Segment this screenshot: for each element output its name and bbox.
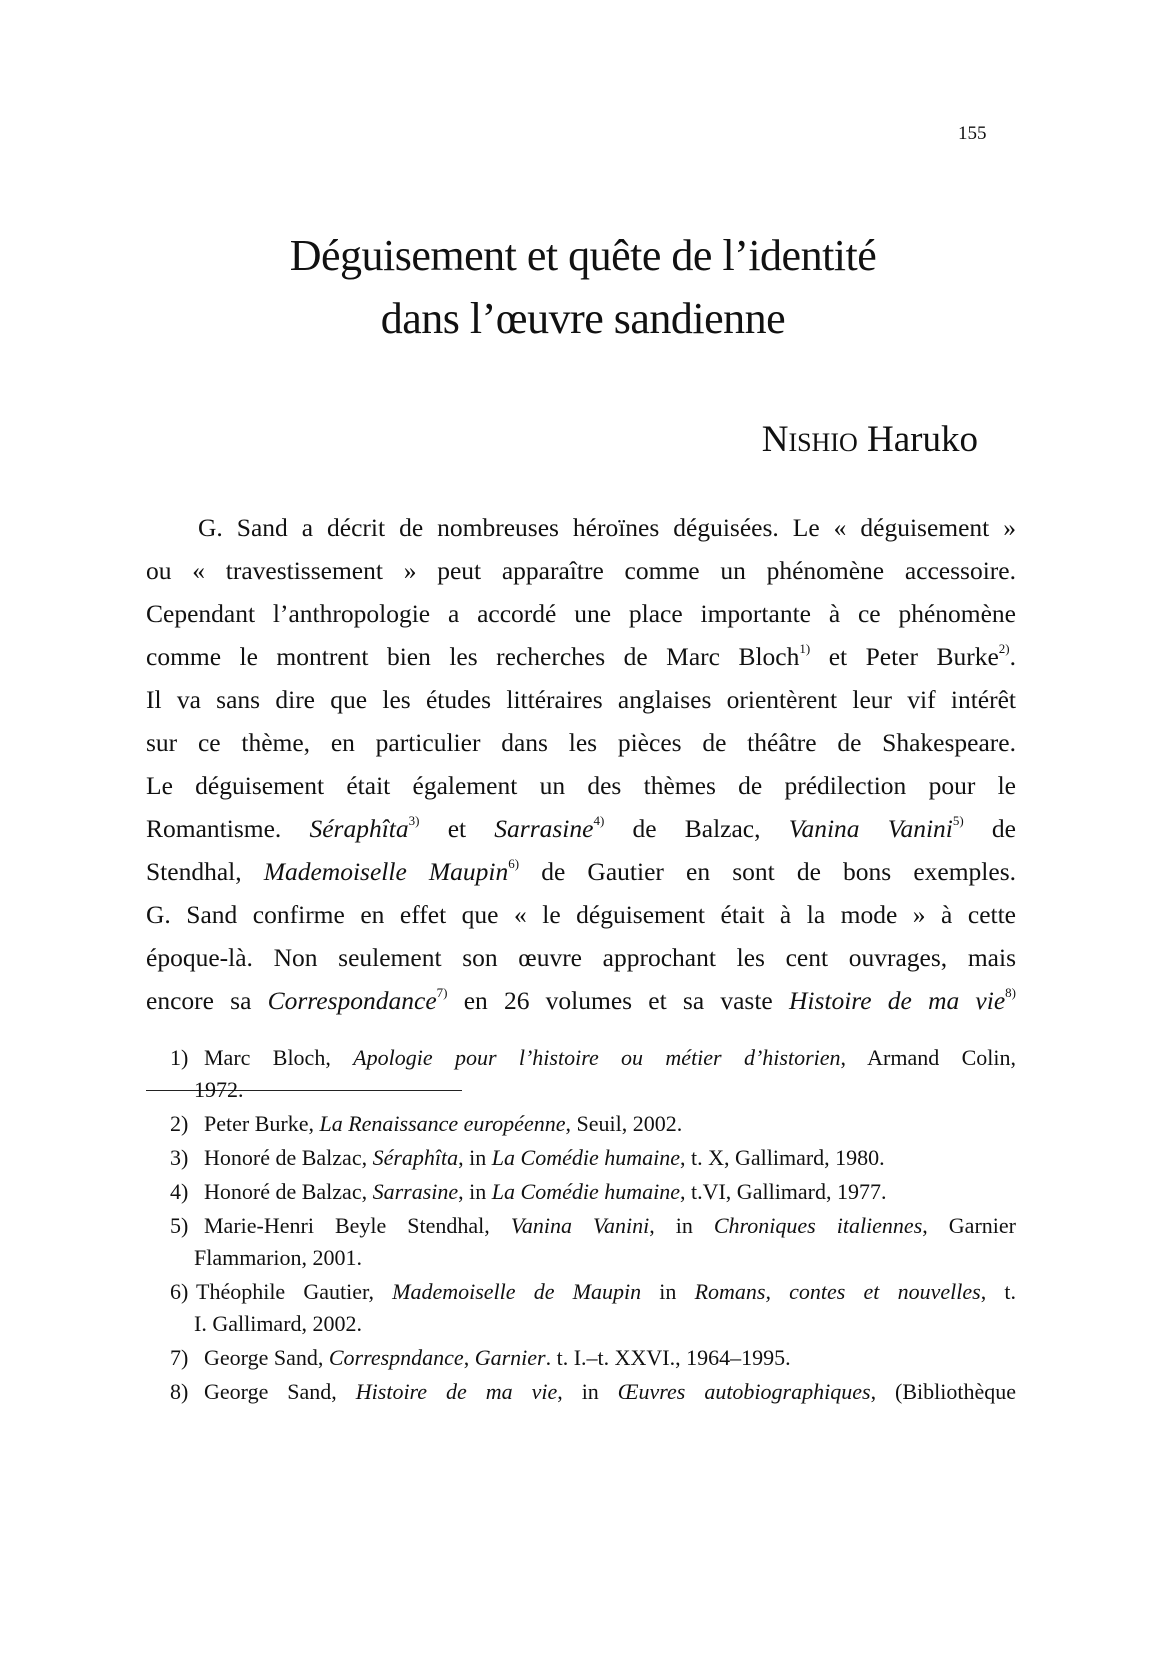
- footnote-collection-title: La Comédie humaine: [491, 1145, 680, 1170]
- body-line: Cependant l’anthropologie a accordé une place importante à ce phénomène: [146, 599, 1016, 628]
- body-text: .: [1009, 642, 1016, 671]
- footnote-8: [170, 1378, 1016, 1406]
- footnote-2: [170, 1110, 1016, 1138]
- body-line: [146, 985, 1016, 1017]
- footnote-text: Peter Burke,: [204, 1111, 320, 1136]
- footnote-text: , in: [458, 1179, 492, 1204]
- footnote-number: 5): [170, 1213, 189, 1238]
- footnote-number: 4): [170, 1179, 189, 1204]
- footnote-6: [170, 1278, 1016, 1306]
- footnote-collection-title: La Comédie humaine: [491, 1179, 680, 1204]
- footnote-text: , (Bibliothèque: [870, 1379, 1016, 1404]
- footnote-work-title: La Renaissance européenne: [319, 1111, 566, 1136]
- footnote-collection-title: Œuvres autobiographiques: [617, 1379, 871, 1404]
- body-line: ou « travestissement » peut apparaître comme un phénomène accessoire.: [146, 556, 1016, 585]
- body-text: de: [963, 814, 1016, 843]
- footnote-text: , in: [458, 1145, 492, 1170]
- body-text: en 26 volumes et sa vaste: [447, 986, 789, 1015]
- footnote-3: [170, 1144, 1016, 1172]
- footnote-text: , in: [557, 1379, 618, 1404]
- footnote-ref-5[interactable]: 5): [952, 813, 964, 828]
- body-text: de Balzac,: [604, 814, 789, 843]
- footnote-ref-4[interactable]: 4): [593, 813, 605, 828]
- footnote-text: Honoré de Balzac,: [204, 1145, 373, 1170]
- work-title: Correspondance: [267, 986, 437, 1015]
- footnote-ref-6[interactable]: 6): [508, 856, 520, 871]
- footnote-4: [170, 1178, 1016, 1206]
- footnote-text: George Sand,: [204, 1345, 329, 1370]
- footnote-text: Marc Bloch,: [204, 1045, 354, 1070]
- footnote-text: Honoré de Balzac,: [204, 1179, 373, 1204]
- footnote-5-continuation: Flammarion, 2001.: [194, 1245, 363, 1270]
- footnote-ref-8[interactable]: 8): [1005, 985, 1016, 1000]
- footnote-text: , t. X, Gallimard, 1980.: [679, 1145, 885, 1170]
- body-text: Romantisme.: [146, 814, 310, 843]
- footnote-text: George Sand,: [204, 1379, 356, 1404]
- work-title: Vanina Vanini: [788, 814, 953, 843]
- footnote-text: , t.VI, Gallimard, 1977.: [679, 1179, 887, 1204]
- body-text: de Gautier en sont de bons exemples.: [519, 857, 1016, 886]
- body-line: sur ce thème, en particulier dans les pièces de théâtre de Shakespeare.: [146, 728, 1016, 757]
- body-line: [146, 856, 1016, 888]
- footnote-ref-2[interactable]: 2): [998, 641, 1010, 656]
- footnote-1-continuation: 1972.: [194, 1077, 244, 1102]
- page-number: 155: [958, 123, 987, 144]
- author-family-name: Nishio: [761, 419, 858, 460]
- work-title: Séraphîta: [309, 814, 409, 843]
- footnote-number: 1): [170, 1045, 189, 1070]
- footnote-work-title: Mademoiselle de Maupin: [392, 1279, 642, 1304]
- body-line: G. Sand confirme en effet que « le déguisement était à la mode » à cette: [146, 900, 1016, 929]
- footnote-work-title: Vanina Vanini: [510, 1213, 650, 1238]
- footnote-text: ,: [463, 1345, 475, 1370]
- footnote-number: 2): [170, 1111, 189, 1136]
- body-text: et Peter Burke: [810, 642, 999, 671]
- work-title: Histoire de ma vie: [788, 986, 1006, 1015]
- footnote-number: 6): [170, 1279, 189, 1304]
- footnote-work-title: Histoire de ma vie: [355, 1379, 558, 1404]
- author-given-name: Haruko: [867, 419, 978, 460]
- footnote-collection-title: Chroniques italiennes: [713, 1213, 923, 1238]
- author-name: [762, 416, 978, 464]
- footnote-ref-3[interactable]: 3): [408, 813, 420, 828]
- work-title: Sarrasine: [494, 814, 594, 843]
- footnote-text: , t.: [980, 1279, 1016, 1304]
- body-text: comme le montrent bien les recherches de Marc Bloch: [146, 642, 800, 671]
- footnote-work-title: Correspndance: [328, 1345, 464, 1370]
- footnote-number: 3): [170, 1145, 189, 1170]
- article-title-line-1: Déguisement et quête de l’identité: [289, 231, 877, 280]
- footnote-number: 8): [170, 1379, 189, 1404]
- body-line: Il va sans dire que les études littéraires anglaises orientèrent leur vif intérêt: [146, 685, 1016, 714]
- body-text: Stendhal,: [146, 857, 264, 886]
- footnote-text: Théophile Gautier,: [196, 1279, 393, 1304]
- body-line: [146, 813, 1016, 845]
- body-line: [146, 641, 1016, 673]
- footnote-5: [170, 1212, 1016, 1240]
- footnote-text: Marie-Henri Beyle Stendhal,: [204, 1213, 511, 1238]
- footnote-text: , Armand Colin,: [840, 1045, 1016, 1070]
- body-line: Le déguisement était également un des thèmes de prédilection pour le: [146, 771, 1016, 800]
- footnote-text: , in: [649, 1213, 714, 1238]
- footnote-ref-1[interactable]: 1): [799, 641, 811, 656]
- body-line: G. Sand a décrit de nombreuses héroïnes déguisées. Le « déguisement »: [198, 513, 1016, 542]
- footnote-1: [170, 1044, 1016, 1072]
- footnote-work-title: Sarrasine: [372, 1179, 459, 1204]
- body-text: encore sa: [146, 986, 268, 1015]
- article-title-line-2: dans l’œuvre sandienne: [380, 294, 786, 343]
- footnote-work-title: Séraphîta: [372, 1145, 459, 1170]
- work-title: Mademoiselle Maupin: [263, 857, 509, 886]
- footnote-text: , Garnier: [922, 1213, 1016, 1238]
- footnote-text: , Seuil, 2002.: [565, 1111, 683, 1136]
- footnote-7: [170, 1344, 1016, 1372]
- footnote-text: . t. I.–t. XXVI., 1964–1995.: [545, 1345, 791, 1370]
- footnote-collection-title: Romans, contes et nouvelles: [694, 1279, 981, 1304]
- footnote-publisher: Garnier: [474, 1345, 546, 1370]
- footnote-ref-7[interactable]: 7): [436, 985, 448, 1000]
- footnote-6-continuation: I. Gallimard, 2002.: [194, 1311, 363, 1336]
- footnote-text: in: [641, 1279, 695, 1304]
- body-line: époque-là. Non seulement son œuvre approchant les cent ouvrages, mais: [146, 943, 1016, 972]
- footnote-number: 7): [170, 1345, 189, 1370]
- body-text: et: [419, 814, 495, 843]
- footnote-work-title: Apologie pour l’histoire ou métier d’historien: [353, 1045, 841, 1070]
